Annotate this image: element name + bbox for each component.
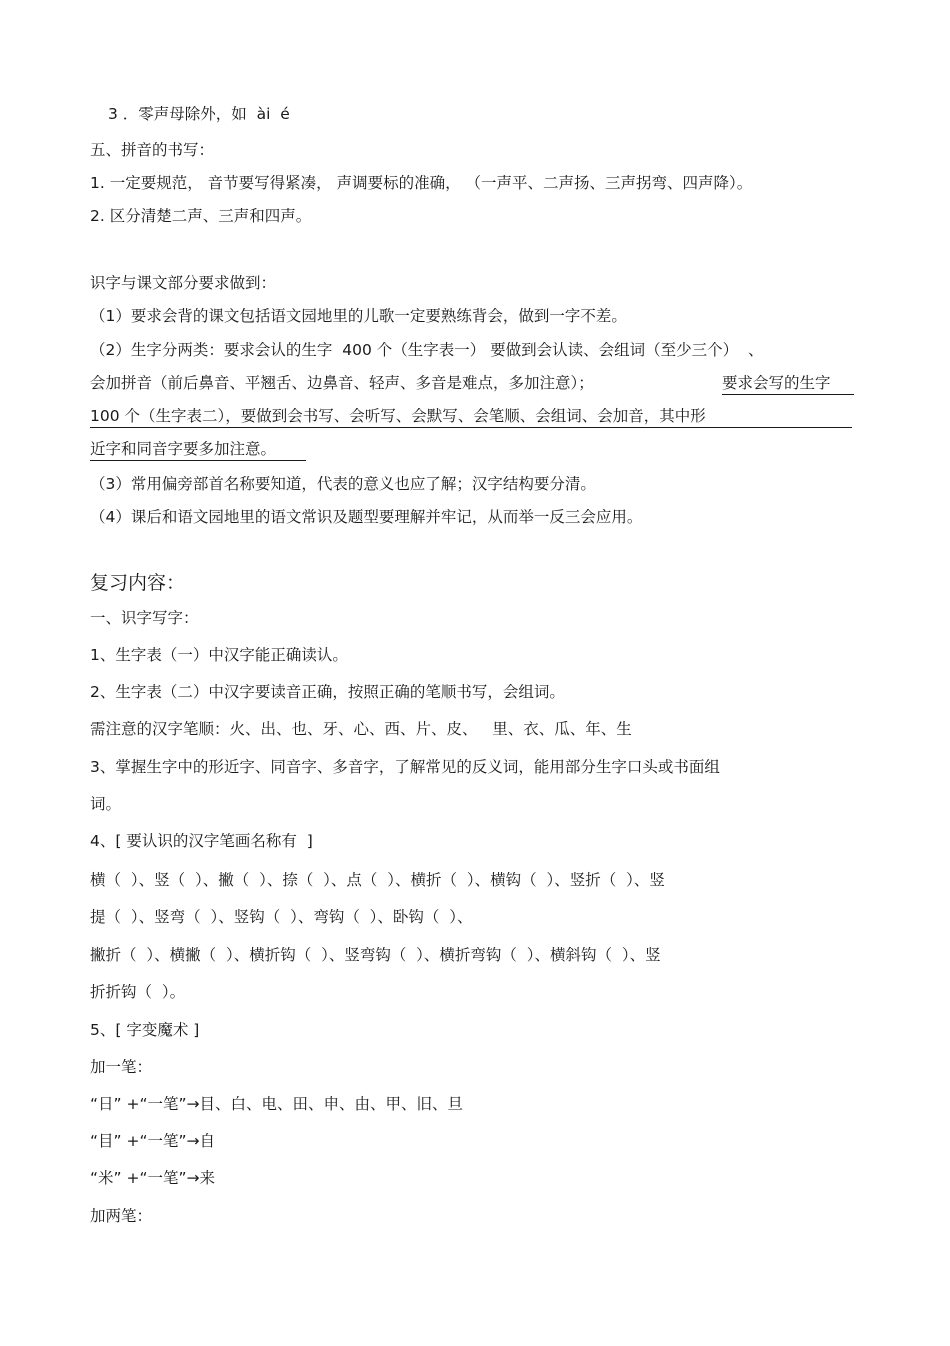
- text-line: 需注意的汉字笔顺：火、出、也、牙、心、西、片、皮、 里、衣、瓜、年、生: [90, 720, 632, 738]
- text-line: 词。: [90, 795, 122, 813]
- section-title: 复习内容：: [90, 572, 186, 594]
- text-line: 3 ．零声母除外，如 ài é: [108, 105, 290, 123]
- underlined-text: 要求会写的生字: [722, 373, 854, 395]
- section-heading: 一、识字写字：: [90, 609, 199, 627]
- text-line: 加两笔：: [90, 1207, 153, 1225]
- text-line: （2）生字分两类：要求会认的生字 400 个（生字表一） 要做到会认读、会组词（至少三个） 、: [90, 341, 764, 359]
- text-line: 3、掌握生字中的形近字、同音字、多音字，了解常见的反义词，能用部分生字口头或书面组: [90, 758, 720, 776]
- text-line: 横（ ）、竖（ ）、撇（ ）、捺（ ）、点（ ）、横折（ ）、横钩（ ）、竖折（ ）、竖: [90, 871, 665, 889]
- section-heading: 五、拼音的书写：: [90, 141, 215, 159]
- text-line: 2、生字表（二）中汉字要读音正确，按照正确的笔顺书写，会组词。: [90, 683, 565, 701]
- text-line: 提（ ）、竖弯（ ）、竖钩（ ）、弯钩（ ）、卧钩（ ）、: [90, 908, 473, 926]
- text-line: 5、[ 字变魔术 ]: [90, 1021, 200, 1039]
- text-line: （1）要求会背的课文包括语文园地里的儿歌一定要熟练背会，做到一字不差。: [90, 307, 627, 325]
- text-line: 2. 区分清楚二声、三声和四声。: [90, 207, 312, 225]
- text-line: 加一笔：: [90, 1058, 153, 1076]
- text-line: “日” +“一笔”→目、白、电、田、申、由、甲、旧、旦: [90, 1095, 464, 1113]
- text-line: 4、[ 要认识的汉字笔画名称有 ]: [90, 832, 313, 850]
- text-line: （4）课后和语文园地里的语文常识及题型要理解并牢记，从而举一反三会应用。: [90, 508, 643, 526]
- text-line: “目” +“一笔”→自: [90, 1132, 216, 1150]
- text-line: “米” +“一笔”→来: [90, 1169, 216, 1187]
- underlined-text: 近字和同音字要多加注意。: [90, 439, 306, 461]
- text-line: （3）常用偏旁部首名称要知道，代表的意义也应了解；汉字结构要分清。: [90, 475, 596, 493]
- text-line: 折折钩（ ）。: [90, 983, 186, 1001]
- text-line: 1. 一定要规范， 音节要写得紧凑， 声调要标的准确， （一声平、二声扬、三声拐弯、四声降）。: [90, 174, 753, 192]
- text-line: 撇折（ ）、横撇（ ）、横折钩（ ）、竖弯钩（ ）、横折弯钩（ ）、横斜钩（ ）、竖: [90, 946, 661, 964]
- text-line: 1、生字表（一）中汉字能正确读认。: [90, 646, 348, 664]
- text-line: 会加拼音（前后鼻音、平翘舌、边鼻音、轻声、多音是难点，多加注意）；: [90, 374, 594, 392]
- section-heading: 识字与课文部分要求做到：: [90, 274, 277, 292]
- underlined-text: 100 个（生字表二），要做到会书写、会听写、会默写、会笔顺、会组词、会加音，其中形: [90, 406, 852, 428]
